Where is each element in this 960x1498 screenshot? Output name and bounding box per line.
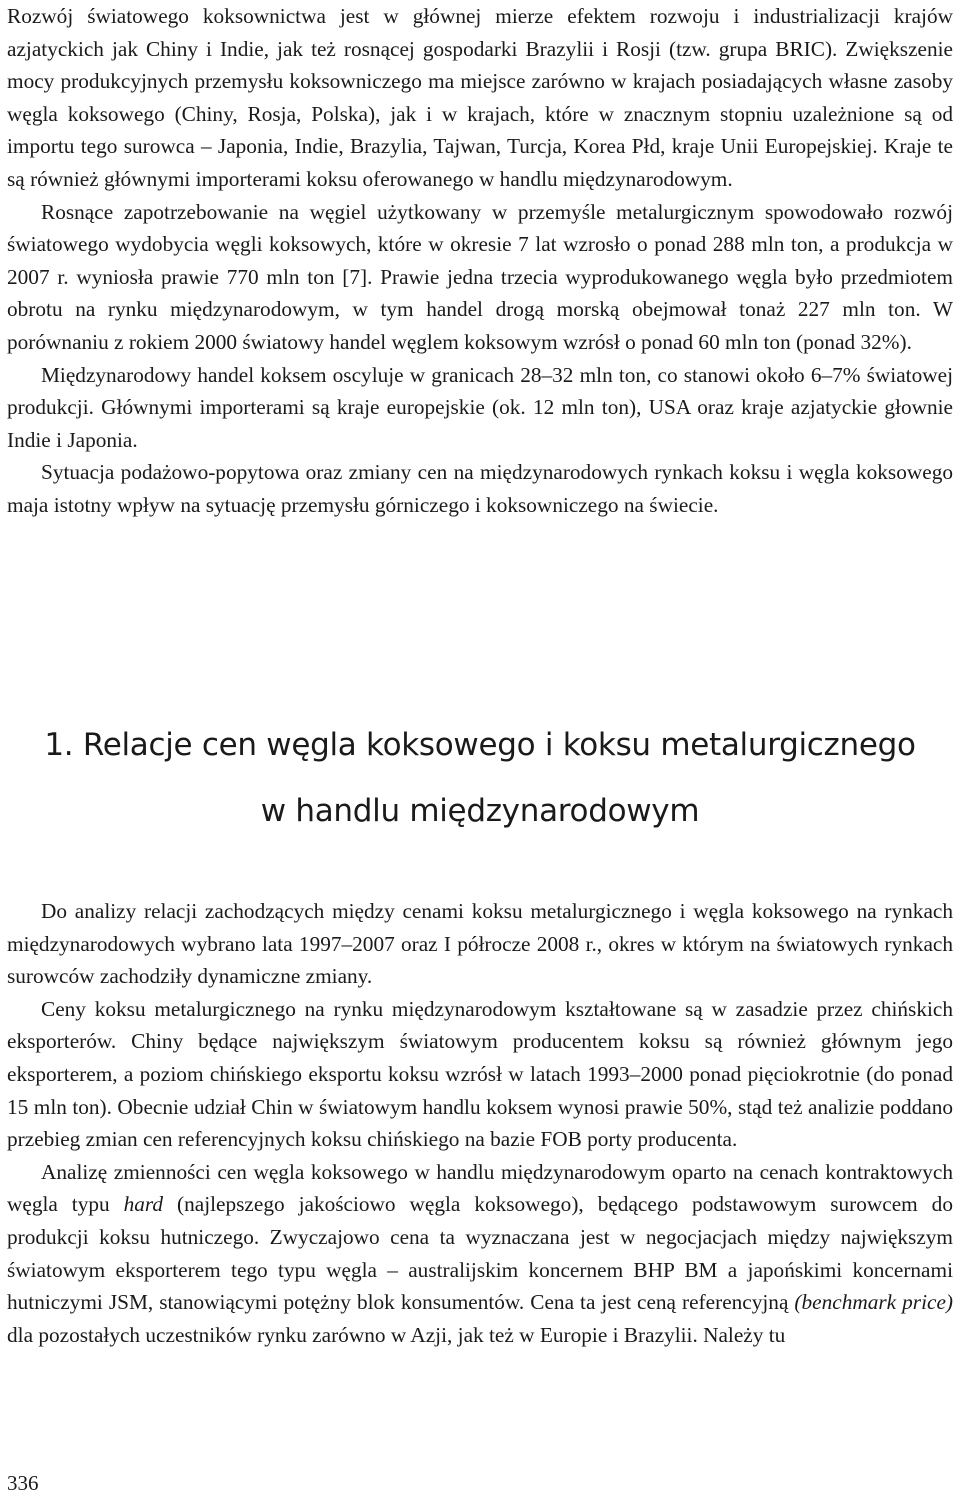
section-body — [7, 895, 953, 1351]
term-hard: hard — [123, 1192, 164, 1217]
intro-paragraph-1: Rozwój światowego koksownictwa jest w głównej mierze efektem rozwoju i industrializacji krajów azjatyckich jak Chiny i Indie, jak też rosnącej gospodarki Brazylii i Rosji (tzw. grupa BRIC). Zwiększenie mocy produkcyjnych przemysłu koksowniczego ma miejsce zarówno w krajach posiadających własne zasoby węgla koksowego (Chiny, Rosja, Polska), jak i w krajach, które w znacznym stopniu uzależnione są od importu tego surowca – Japonia, Indie, Brazylia, Tajwan, Turcja, Korea Płd, kraje Unii Europejskiej. Kraje te są również głównymi importerami koksu oferowanego w handlu międzynarodowym. — [7, 4, 953, 191]
section-paragraph-2: Ceny koksu metalurgicznego na rynku międzynarodowym kształtowane są w zasadzie przez chińskich eksporterów. Chiny będące największym światowym producentem koksu są również głównym jego eksporterem, a poziom chińskiego eksportu koksu wzrósł w latach 1993–2000 ponad pięciokrotnie (do ponad 15 mln ton). Obecnie udział Chin w światowym handlu koksem wynosi prawie 50%, stąd też analizie poddano przebieg zmian cen referencyjnych koksu chińskiego na bazie FOB porty producenta. — [7, 996, 953, 1152]
section-paragraph-3-part-c: dla pozostałych uczestników rynku zarówno w Azji, jak też w Europie i Brazylii. Należy tu — [7, 1322, 786, 1347]
section-heading — [7, 712, 953, 844]
page-number: 336 — [7, 1471, 39, 1495]
section-paragraph-3 — [7, 1156, 953, 1352]
intro-paragraph-4: Sytuacja podażowo-popytowa oraz zmiany cen na międzynarodowych rynkach koksu i węgla koksowego maja istotny wpływ na sytuację przemysłu górniczego i koksowniczego na świecie. — [7, 460, 953, 517]
intro-paragraph-3: Międzynarodowy handel koksem oscyluje w granicach 28–32 mln ton, co stanowi około 6–7% światowej produkcji. Głównymi importerami są kraje europejskie (ok. 12 mln ton), USA oraz kraje azjatyckie głownie Indie i Japonia. — [7, 362, 953, 452]
term-benchmark-price: (benchmark price) — [794, 1290, 953, 1315]
section-heading-line-1: 1. Relacje cen węgla koksowego i koksu metalurgicznego — [44, 727, 916, 763]
section-paragraph-1: Do analizy relacji zachodzących między cenami koksu metalurgicznego i węgla koksowego na rynkach międzynarodowych wybrano lata 1997–2007 oraz I półrocze 2008 r., okres w którym na światowych rynkach surowców zachodziły dynamiczne zmiany. — [7, 899, 953, 989]
intro-text — [7, 0, 953, 522]
intro-paragraph-2: Rosnące zapotrzebowanie na węgiel użytkowany w przemyśle metalurgicznym spowodowało rozwój światowego wydobycia węgli koksowych, które w okresie 7 lat wzrosło o ponad 288 mln ton, a produkcja w 2007 r. wyniosła prawie 770 mln ton [7]. Prawie jedna trzecia wyprodukowanego węgla było przedmiotem obrotu na rynku międzynarodowym, w tym handel drogą morską obejmował tonaż 227 mln ton. W porównaniu z rokiem 2000 światowy handel węglem koksowym wzrósł o ponad 60 mln ton (ponad 32%). — [7, 199, 953, 354]
section-paragraph-3-part-a: Analizę zmienności cen węgla koksowego w handlu międzynarodowym oparto na cenach kontraktowych węgla typu — [7, 1159, 953, 1217]
section-heading-line-2: w handlu międzynarodowym — [260, 793, 700, 829]
section-paragraph-3-part-b: (najlepszego jakościowo węgla koksowego), będącego podstawowym surowcem do produkcji koksu hutniczego. Zwyczajowo cena ta wyznaczana jest w negocjacjach między największym światowym eksporterem tego typu węgla – australijskim koncernem BHP BM a japońskimi koncernami hutniczymi JSM, stanowiącymi potężny blok konsumentów. Cena ta jest ceną referencyjną — [7, 1192, 953, 1315]
